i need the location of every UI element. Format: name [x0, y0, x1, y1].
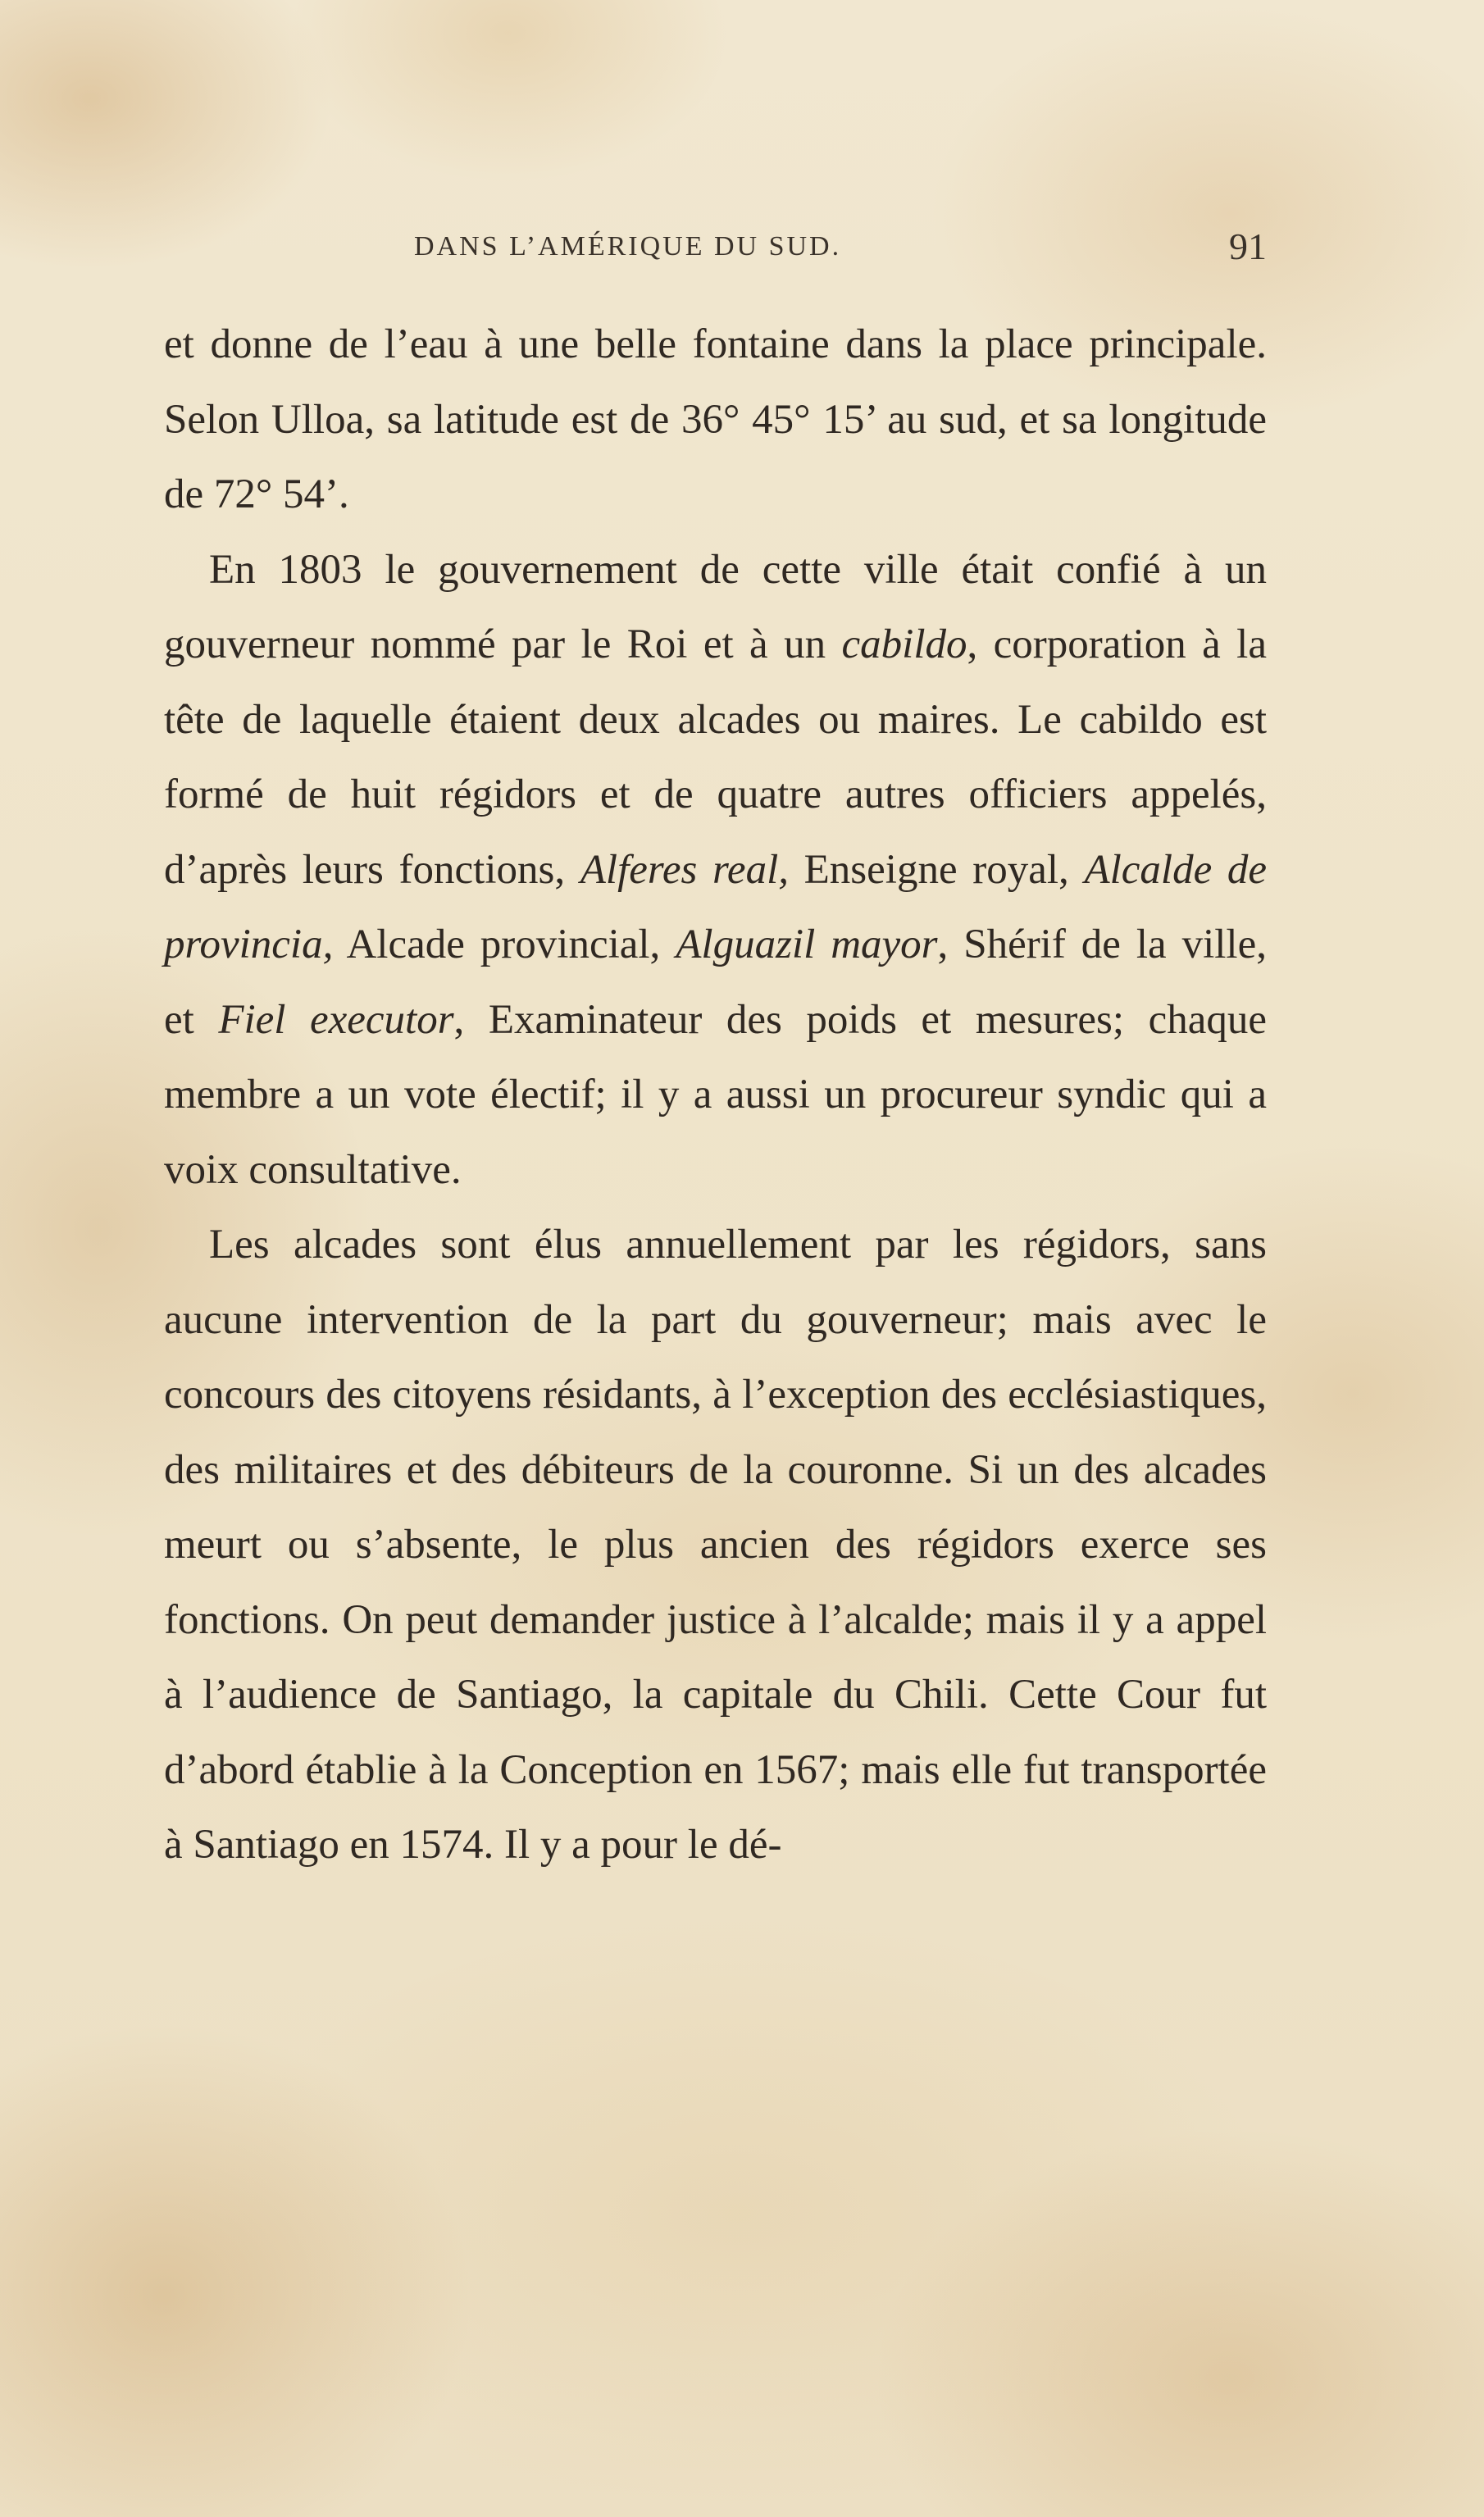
page-number: 91 [1229, 225, 1267, 267]
paragraph-2-text-f: , Examinateur des poids et mesures; chaque membre a un vote électif; il y a aussi un procureur syndic qui a voix consultative. [164, 996, 1267, 1193]
italic-term-alferes-real: Alferes real, [580, 846, 789, 893]
paragraph-3: Les alcades sont élus annuellement par les régidors, sans aucune intervention de la part du gouverneur; mais avec le concours des citoyens résidants, à l’exception des ecclésiastiques, des militaires et des débiteurs de la couronne. Si un des alcades meurt ou s’absente, le plus ancien des régidors exerce ses fonctions. On peut demander justice à l’alcalde; mais il y a appel à l’audience de Santiago, la capitale du Chili. Cette Cour fut d’abord établie à la Conception en 1567; mais elle fut transportée à Santiago en 1574. Il y a pour le dé- [164, 1222, 1267, 1868]
paragraph-2 [164, 533, 1267, 1208]
paragraph-2-text-d: Alcade provincial, [333, 922, 676, 967]
paragraph-1: et donne de l’eau à une belle fontaine dans la place principale. Selon Ulloa, sa latitude est de 36° 45° 15’ au sud, et sa longitude de 72° 54’. [164, 321, 1267, 517]
paragraph-2-text-a: En 1803 le gouvernement de cette ville était confié à un gouverneur nommé par le Roi et à un [164, 546, 1267, 667]
paragraph-2-text-b: , corporation à la tête de laquelle étaient deux alcades ou maires. Le cabildo est formé de huit régidors et de quatre autres officiers appelés, d’après leurs fonctions, [164, 621, 1267, 893]
italic-term-alcalde-de-provincia: Alcalde de provincia, [164, 846, 1267, 967]
italic-term-fiel-executor: Fiel executor [218, 996, 454, 1043]
page-header [164, 225, 1267, 272]
italic-term-cabildo: cabildo [841, 621, 967, 667]
paragraph-2-text-e: , Shérif de la ville, et [164, 922, 1267, 1043]
paragraph-2-text-c: Enseigne royal, [788, 846, 1085, 893]
body-text [164, 307, 1267, 1883]
running-title: DANS L’AMÉRIQUE DU SUD. [414, 231, 842, 262]
italic-term-alguazil-mayor: Alguazil mayor [676, 922, 938, 967]
